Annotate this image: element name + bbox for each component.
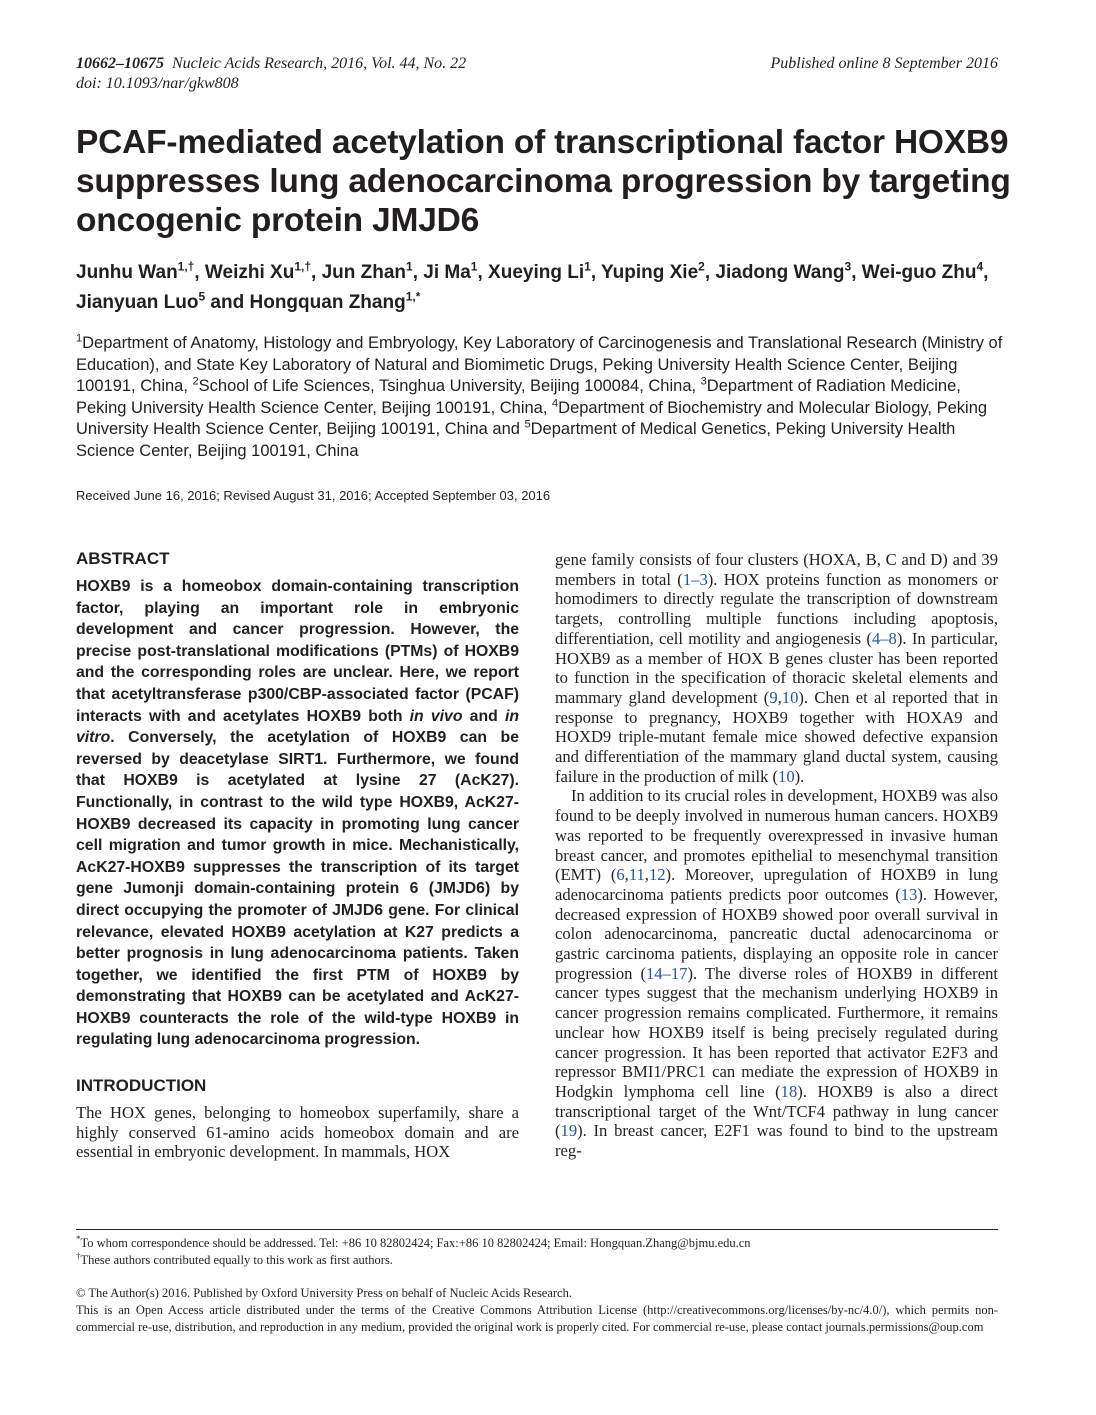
- author-name: Jun Zhan: [321, 262, 407, 283]
- text-run: ).: [794, 766, 805, 786]
- author-name: Xueying Li: [488, 262, 585, 283]
- page-range: 10662–10675: [76, 55, 164, 72]
- equal-contribution-footnote: †These authors contributed equally to this work as first authors.: [76, 1250, 393, 1267]
- author-name: Yuping Xie: [601, 262, 699, 283]
- affiliation-number: 1: [76, 332, 83, 345]
- author-affiliation-mark: 1,*: [405, 289, 421, 304]
- footnotes: [76, 1235, 998, 1269]
- citation-link[interactable]: 10: [778, 766, 795, 786]
- author-name: Junhu Wan: [76, 262, 178, 283]
- author-name: Jianyuan Luo: [76, 292, 199, 313]
- author-affiliation-mark: 1,†: [177, 259, 195, 274]
- author-separator: ,: [311, 262, 322, 283]
- author-name: Ji Ma: [423, 262, 471, 283]
- author-separator: ,: [704, 262, 716, 283]
- italic-term: in vitro: [76, 707, 519, 747]
- author-separator: ,: [590, 262, 602, 283]
- author-list: [76, 258, 1006, 318]
- author-name: Weizhi Xu: [204, 262, 295, 283]
- author-name: Jiadong Wang: [715, 262, 845, 283]
- author-name: Hongquan Zhang: [249, 292, 406, 313]
- citation-link[interactable]: 14–17: [646, 963, 688, 983]
- introduction-paragraph-2: [555, 786, 998, 1160]
- text-run: ). Moreover, upregulation of HOXB9 in lung adenocarcinoma patients predicts poor outcomes (: [555, 865, 998, 904]
- affiliations: [76, 333, 1006, 463]
- affiliation-number: 3: [700, 375, 707, 388]
- citation-link[interactable]: 19: [560, 1121, 578, 1141]
- author-affiliation-mark: 1: [470, 259, 478, 274]
- right-column: [555, 550, 998, 1161]
- affiliation-text: Department of Biochemistry and Molecular Biology, Peking University Health Science Center, Beijing 100191, China and: [76, 398, 988, 439]
- introduction-paragraph-1-start: The HOX genes, belonging to homeobox superfamily, share a highly conserved 61-amino acids homeobox domain and are essential in embryonic development. In mammals, HOX: [76, 1103, 519, 1162]
- author-affiliation-mark: 4: [976, 259, 984, 274]
- author-separator: ,: [194, 262, 205, 283]
- author-separator: ,: [983, 262, 989, 283]
- license-text: This is an Open Access article distributed under the terms of the Creative Commons Attribution License (http://creativecommons.org/licenses/by-nc/4.0/), which permits non-commercial re-use, distribution, and reproduction in any medium, provided the original work is properly cited. For commercial re-use, please contact journals.permissions@oup.com: [76, 1303, 998, 1334]
- citation-link[interactable]: 11: [628, 865, 645, 885]
- citation-link[interactable]: 1–3: [682, 569, 708, 589]
- introduction-heading: INTRODUCTION: [76, 1076, 207, 1096]
- author-affiliation-mark: 1: [406, 259, 413, 274]
- italic-term: in vivo: [409, 707, 463, 725]
- text-run: ). In particular, HOXB9 as a member of HOX B genes cluster has been reported to function in the specification of thoracic skeletal elements and mammary gland development (: [555, 628, 998, 707]
- text-run: ,: [644, 865, 649, 885]
- text-run: ,: [777, 687, 782, 707]
- affiliation-number: 5: [524, 418, 531, 431]
- text-run: ). Chen et al reported that in response to pregnancy, HOXB9 together with HOXA9 and HOXD9 triple-mutant female mice showed defective expansion and differentiation of the mammary gland ductal system, causing failure in the production of milk (: [555, 687, 998, 786]
- received-dates: Received June 16, 2016; Revised August 31, 2016; Accepted September 03, 2016: [76, 488, 551, 503]
- citation-link[interactable]: 6: [616, 865, 625, 885]
- copyright-notice: © The Author(s) 2016. Published by Oxford University Press on behalf of Nucleic Acids Research.: [76, 1286, 572, 1300]
- affiliation-text: Department of Anatomy, Histology and Embryology, Key Laboratory of Carcinogenesis and Translational Research (Ministry of Education), and State Key Laboratory of Natural and Biomimetic Drugs, Peking University Health Science Center, Beijing 100191, China,: [76, 334, 1003, 396]
- correspondence-footnote: *To whom correspondence should be addressed. Tel: +86 10 82802424; Fax:+86 10 82802424; Email: Hongquan.Zhang@bjmu.edu.cn: [76, 1233, 751, 1250]
- text-run: . Conversely, the acetylation of HOXB9 can be reversed by deacetylase SIRT1. Furthermore, we found that HOXB9 is acetylated at lysine 27 (AcK27). Functionally, in contrast to the wild type HOXB9, AcK27-HOXB9 decreased its capacity in promoting lung cancer cell migration and tumor growth in mice. Mechanistically, AcK27-HOXB9 suppresses the transcription of its target gene Jumonji domain-containing protein 6 (JMJD6) by direct occupying the promoter of JMJD6 gene. For clinical relevance, elevated HOXB9 acetylation at K27 predicts a better prognosis in lung adenocarcinoma patients. Taken together, we identified the first PTM of HOXB9 by demonstrating that HOXB9 can be acetylated and AcK27-HOXB9 counteracts the role of the wild-type HOXB9 in regulating lung adenocarcinoma progression.: [76, 729, 519, 1049]
- author-affiliation-mark: 1: [584, 259, 591, 274]
- affiliation-text: School of Life Sciences, Tsinghua University, Beijing 100084, China,: [198, 377, 701, 396]
- citation-link[interactable]: 18: [780, 1081, 798, 1101]
- text-run: ). HOX proteins function as monomers or homodimers to directly regulate the transcription of downstream targets, controlling multiple functions including apoptosis, differentiation, cell motility and angiogenesis (: [555, 569, 998, 648]
- article-title: PCAF-mediated acetylation of transcriptional factor HOXB9 suppresses lung adenocarcinoma progression by targeting oncogenic protein JMJD6: [76, 124, 1011, 239]
- author-separator: ,: [477, 262, 489, 283]
- footnote-divider: [76, 1229, 998, 1230]
- citation-link[interactable]: 9: [769, 687, 778, 707]
- left-column: [76, 548, 519, 1162]
- journal-citation: Nucleic Acids Research, 2016, Vol. 44, No. 22: [172, 55, 467, 72]
- affiliation-number: 2: [192, 375, 199, 388]
- introduction-paragraph-1-cont: [555, 550, 998, 786]
- text-run: In addition to its crucial roles in development, HOXB9 was also found to be deeply involved in numerous human cancers. HOXB9 was reported to be frequently overexpressed in invasive human breast cancer, and promotes epithelial to mesenchymal transition (EMT) (: [555, 786, 998, 885]
- text-run: and: [462, 707, 505, 725]
- text-run: ). HOXB9 is also a direct transcriptional target of the Wnt/TCF4 pathway in lung cancer (: [555, 1081, 998, 1141]
- author-affiliation-mark: 3: [844, 259, 852, 274]
- author-affiliation-mark: 1,†: [294, 259, 311, 274]
- text-run: ). However, decreased expression of HOXB9 showed poor overall survival in colon adenocarcinoma, pancreatic ductal adenocarcinoma or gastric carcinoma patients, displaying an opposite role in cancer progression (: [555, 884, 999, 983]
- abstract-heading: ABSTRACT: [76, 549, 170, 568]
- text-run: ). The diverse roles of HOXB9 in different cancer types suggest that the mechanism underlying HOXB9 in cancer progression remains complicated. Furthermore, it remains unclear how HOXB9 itself is being precisely regulated during cancer progression. It has been reported that activator E2F3 and repressor BMI1/PRC1 can mediate the expression of HOXB9 in Hodgkin lymphoma cell line (: [555, 963, 998, 1101]
- published-date: Published online 8 September 2016: [770, 55, 998, 72]
- author-separator: ,: [851, 262, 862, 283]
- license-block: [76, 1285, 998, 1336]
- citation-link[interactable]: 10: [781, 687, 799, 707]
- citation-link[interactable]: 4–8: [871, 628, 897, 648]
- citation-link[interactable]: 13: [900, 884, 918, 904]
- text-run: ). In breast cancer, E2F1 was found to bind to the upstream reg-: [555, 1121, 998, 1161]
- affiliation-text: Department of Radiation Medicine, Peking University Health Science Center, Beijing 100191, China,: [76, 377, 961, 417]
- author-affiliation-mark: 2: [698, 259, 705, 274]
- affiliation-number: 4: [552, 397, 559, 410]
- journal-header: [76, 54, 466, 94]
- affiliation-text: Department of Medical Genetics, Peking University Health Science Center, Beijing 100191, China: [76, 420, 956, 460]
- text-run: gene family consists of four clusters (HOXA, B, C and D) and 39 members in total (: [555, 550, 998, 589]
- author-separator: ,: [412, 262, 424, 283]
- abstract-text: [76, 576, 519, 1051]
- author-affiliation-mark: 5: [198, 289, 206, 304]
- doi: doi: 10.1093/nar/gkw808: [76, 75, 239, 92]
- text-run: ,: [624, 865, 629, 885]
- author-name: Wei-guo Zhu: [861, 262, 977, 283]
- text-run: HOXB9 is a homeobox domain-containing transcription factor, playing an important role in embryonic development and cancer progression. However, the precise post-translational modifications (PTMs) of HOXB9 and the corresponding roles are unclear. Here, we report that acetyltransferase p300/CBP-associated factor (PCAF) interacts with and acetylates HOXB9 both: [76, 578, 519, 725]
- author-separator: and: [205, 292, 250, 313]
- citation-link[interactable]: 12: [648, 865, 666, 885]
